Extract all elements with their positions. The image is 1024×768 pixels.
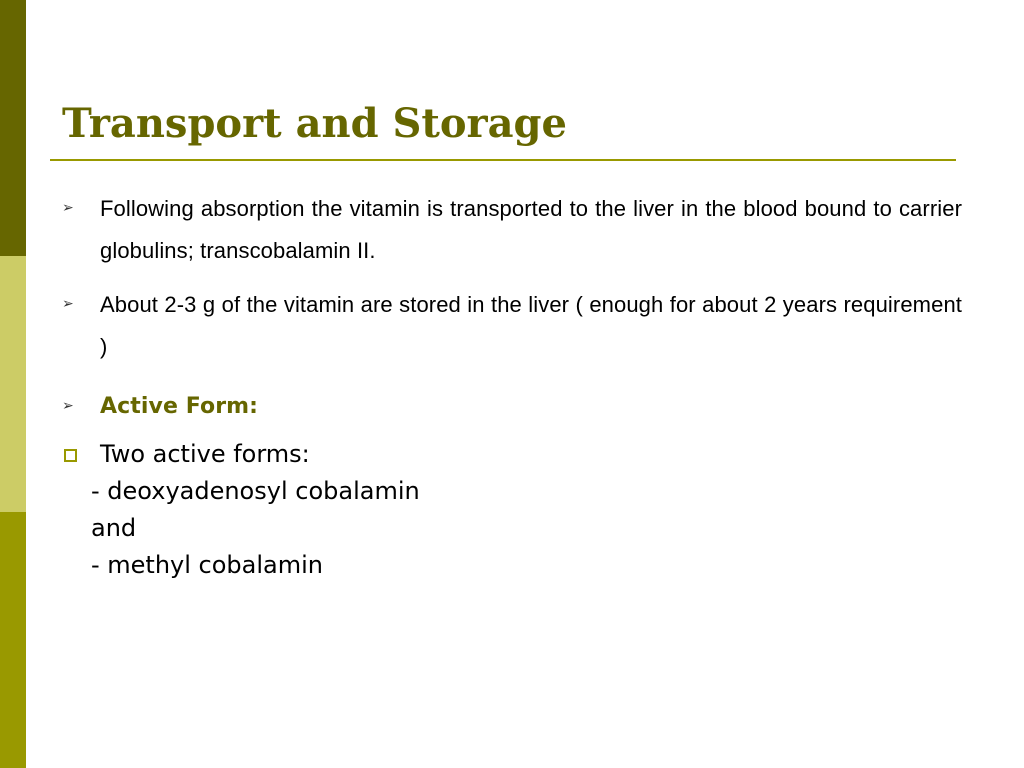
sub-line-deoxyadenosyl: - deoxyadenosyl cobalamin — [91, 477, 420, 505]
sidebar-middle-stripe — [0, 256, 26, 512]
hollow-square-icon — [64, 449, 77, 462]
sidebar-bottom-stripe — [0, 512, 26, 768]
title-underline — [50, 159, 956, 161]
slide-title: Transport and Storage — [62, 100, 567, 147]
bullet-text: About 2-3 g of the vitamin are stored in the liver ( enough for about 2 years requirement ) — [100, 292, 962, 359]
sub-line-and: and — [91, 514, 137, 542]
arrow-right-icon: ➢ — [62, 200, 74, 216]
sidebar-top-stripe — [0, 0, 26, 256]
arrow-right-icon: ➢ — [62, 398, 74, 414]
bullet-text: Following absorption the vitamin is transported to the liver in the blood bound to carrier globulins; transcobalamin II. — [100, 196, 962, 263]
arrow-right-icon: ➢ — [62, 296, 74, 312]
sub-line-methyl: - methyl cobalamin — [91, 551, 324, 579]
square-bullet-text: Two active forms: — [100, 440, 310, 468]
active-form-heading: Active Form: — [100, 394, 259, 419]
